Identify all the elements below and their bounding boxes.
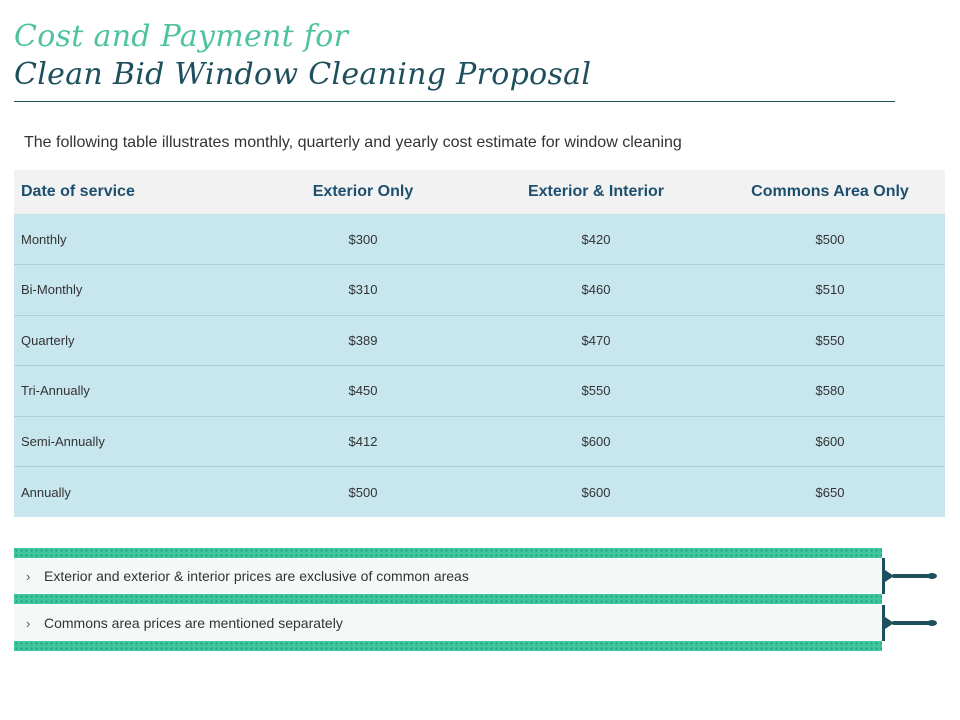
cell-exterior: $412	[249, 416, 477, 467]
note-text: Exterior and exterior & interior prices are exclusive of common areas	[44, 568, 469, 584]
cell-exterior-interior: $420	[477, 214, 715, 265]
table-row	[14, 366, 945, 417]
table-row	[14, 214, 945, 265]
intro-text: The following table illustrates monthly, quarterly and yearly cost estimate for window cleaning	[24, 134, 682, 151]
note-text: Commons area prices are mentioned separately	[44, 615, 343, 631]
cell-exterior-interior: $600	[477, 467, 715, 518]
cell-service: Monthly	[14, 214, 249, 265]
cell-exterior-interior: $550	[477, 366, 715, 417]
cell-exterior-interior: $600	[477, 416, 715, 467]
cell-service: Quarterly	[14, 315, 249, 366]
note-divider-strip	[14, 594, 882, 604]
note-item	[14, 605, 882, 641]
cell-commons: $580	[715, 366, 945, 417]
note-divider-strip	[14, 548, 882, 558]
cell-exterior-interior: $470	[477, 315, 715, 366]
table-row	[14, 467, 945, 518]
cell-service: Annually	[14, 467, 249, 518]
cost-table	[14, 170, 945, 517]
column-header-service: Date of service	[14, 170, 249, 214]
page-title-line2: Clean Bid Window Cleaning Proposal	[14, 57, 592, 92]
title-block	[14, 18, 591, 94]
cell-exterior: $500	[249, 467, 477, 518]
chevron-right-icon: ›	[26, 568, 31, 584]
squeegee-icon	[880, 556, 940, 596]
column-header-commons: Commons Area Only	[715, 170, 945, 214]
cell-commons: $550	[715, 315, 945, 366]
page-title-line1: Cost and Payment for	[14, 19, 349, 54]
title-divider	[14, 101, 895, 102]
cell-exterior-interior: $460	[477, 265, 715, 316]
column-header-exterior-interior: Exterior & Interior	[477, 170, 715, 214]
note-item	[14, 558, 882, 594]
cell-commons: $600	[715, 416, 945, 467]
cell-commons: $650	[715, 467, 945, 518]
table-row	[14, 265, 945, 316]
cell-service: Semi-Annually	[14, 416, 249, 467]
cell-exterior: $300	[249, 214, 477, 265]
table-row	[14, 315, 945, 366]
cell-service: Bi-Monthly	[14, 265, 249, 316]
note-divider-strip	[14, 641, 882, 651]
cell-exterior: $389	[249, 315, 477, 366]
table-row	[14, 416, 945, 467]
table-header-row	[14, 170, 945, 214]
cell-commons: $500	[715, 214, 945, 265]
column-header-exterior: Exterior Only	[249, 170, 477, 214]
cell-commons: $510	[715, 265, 945, 316]
cell-service: Tri-Annually	[14, 366, 249, 417]
chevron-right-icon: ›	[26, 615, 31, 631]
cell-exterior: $450	[249, 366, 477, 417]
squeegee-icon	[880, 603, 940, 643]
cell-exterior: $310	[249, 265, 477, 316]
